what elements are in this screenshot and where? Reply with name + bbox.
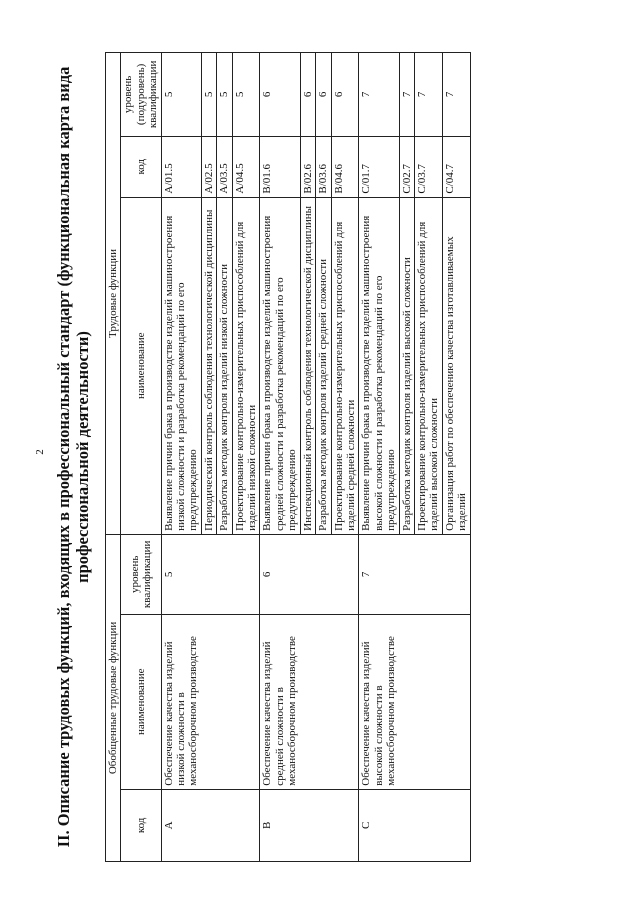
header-labor-functions: Трудовые функции [106, 53, 121, 535]
table-body [161, 53, 470, 862]
function-code: A/04.5 [232, 136, 260, 197]
function-name: Проектирование контрольно-измерительных приспособлений для изделий средней сложности [331, 197, 359, 534]
function-level: 7 [399, 53, 414, 137]
function-level: 6 [316, 53, 331, 137]
header-name: наименование [121, 614, 161, 789]
header-code: код [121, 789, 161, 861]
group-level: 5 [161, 534, 260, 614]
header-level: уровень квалификации [121, 534, 161, 614]
function-level: 7 [414, 53, 442, 137]
function-code: C/03.7 [414, 136, 442, 197]
function-name: Инспекционный контроль соблюдения технологической дисциплины [300, 197, 315, 534]
function-level: 5 [201, 53, 216, 137]
function-name: Выявление причин брака в производстве изделий машиностроения высокой сложности и разработка рекомендаций по его предупреждению [359, 197, 399, 534]
group-code: C [359, 789, 470, 861]
group-level: 7 [359, 534, 470, 614]
function-code: B/03.6 [316, 136, 331, 197]
function-name: Разработка методик контроля изделий низкой сложности [217, 197, 232, 534]
function-level: 6 [300, 53, 315, 137]
function-level: 5 [232, 53, 260, 137]
functional-map-table [105, 52, 471, 862]
function-name: Разработка методик контроля изделий средней сложности [316, 197, 331, 534]
function-name: Выявление причин брака в производстве изделий машиностроения средней сложности и разработка рекомендаций по его предупреждению [260, 197, 300, 534]
function-code: A/02.5 [201, 136, 216, 197]
header-function-name: наименование [121, 197, 161, 534]
function-code: C/02.7 [399, 136, 414, 197]
page-title [54, 52, 92, 862]
header-function-level: уровень (подуровень) квалификации [121, 53, 161, 137]
header-function-code: код [121, 136, 161, 197]
group-name: Обеспечение качества изделий низкой сложности в механосборочном производстве [161, 614, 260, 789]
function-code: B/04.6 [331, 136, 359, 197]
function-name: Разработка методик контроля изделий высокой сложности [399, 197, 414, 534]
function-code: A/01.5 [161, 136, 201, 197]
function-name: Проектирование контрольно-измерительных приспособлений для изделий низкой сложности [232, 197, 260, 534]
group-name: Обеспечение качества изделий средней сложности в механосборочном производстве [260, 614, 359, 789]
rotated-page-content [54, 52, 634, 862]
function-name: Организация работ по обеспечению качества изготавливаемых изделий [442, 197, 470, 534]
table-row [359, 53, 399, 862]
function-level: 5 [217, 53, 232, 137]
function-level: 6 [331, 53, 359, 137]
function-code: C/01.7 [359, 136, 399, 197]
function-name: Периодический контроль соблюдения технологической дисциплины [201, 197, 216, 534]
function-code: B/02.6 [300, 136, 315, 197]
group-code: A [161, 789, 260, 861]
function-code: B/01.6 [260, 136, 300, 197]
group-code: B [260, 789, 359, 861]
function-level: 6 [260, 53, 300, 137]
function-name: Выявление причин брака в производстве изделий машиностроения низкой сложности и разработка рекомендаций по его предупреждению [161, 197, 201, 534]
function-code: C/04.7 [442, 136, 470, 197]
table-row [161, 53, 201, 862]
page-number: 2 [33, 449, 46, 455]
function-level: 7 [359, 53, 399, 137]
function-code: A/03.5 [217, 136, 232, 197]
function-name: Проектирование контрольно-измерительных приспособлений для изделий высокой сложности [414, 197, 442, 534]
group-name: Обеспечение качества изделий высокой сложности в механосборочном производстве [359, 614, 470, 789]
title-line-2: профессиональной деятельности) [73, 331, 92, 583]
header-generalized-functions: Обобщенные трудовые функции [106, 534, 121, 861]
table-row [260, 53, 300, 862]
title-line-1: II. Описание трудовых функций, входящих в профессиональный стандарт (функциональная карта вида [54, 66, 73, 848]
function-level: 5 [161, 53, 201, 137]
function-level: 7 [442, 53, 470, 137]
group-level: 6 [260, 534, 359, 614]
